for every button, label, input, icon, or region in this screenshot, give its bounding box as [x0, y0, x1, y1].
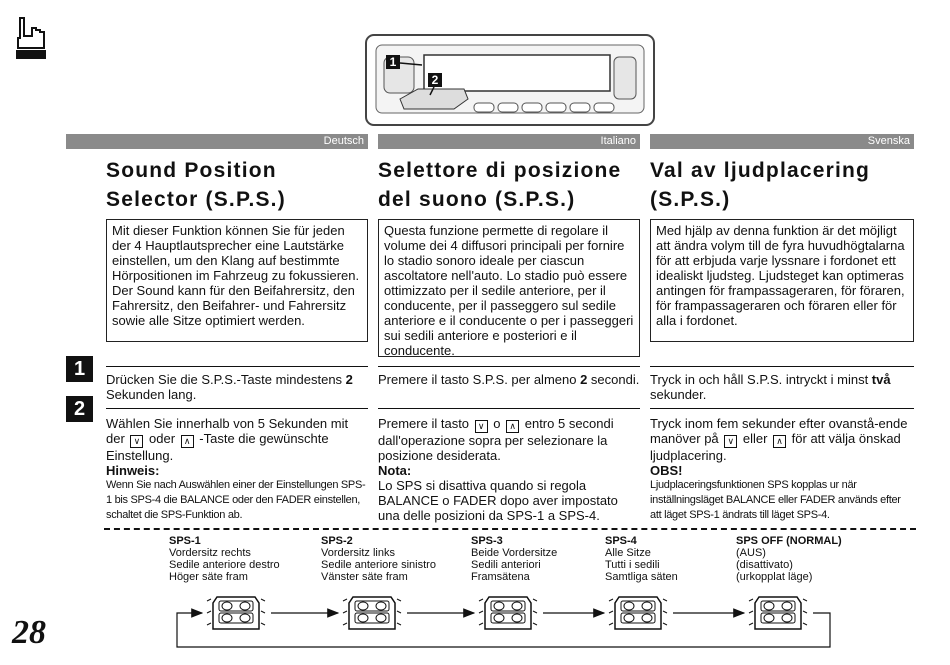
step-marker-2: 2 [66, 396, 93, 422]
sps-mode-2: SPS-2 Vordersitz links Sedile anteriore sinistro Vänster säte fram [321, 535, 436, 583]
step1-italian: Premere il tasto S.P.S. per almeno 2 secondi. [378, 372, 640, 387]
title-german: Sound Position Selector (S.P.S.) [106, 159, 286, 211]
car-stereo-illustration [364, 33, 656, 127]
loop-arrow-icon [177, 613, 830, 647]
hand-pointer-icon [14, 14, 48, 60]
note-title-german: Hinweis: [106, 463, 160, 478]
title-swedish: Val av ljudplacering (S.P.S.) [650, 159, 871, 211]
up-key-icon: ∧ [773, 435, 786, 448]
step2-italian: Premere il tasto ∨ o ∧ entro 5 secondi dall'operazione sopra per selezionare la posizione desiderata. Nota: Lo SPS si disattiva quando si regola BALANCE o FADER dopo aver impostato una delle posizioni da SPS-1 a SPS-4. [378, 416, 640, 523]
note-swedish: Ljudplaceringsfunktionen SPS kopplas ur när inställningsläget BALANCE eller FADER används efter att läget SPS-1 ändrats till läget SPS-4. [650, 479, 901, 521]
up-key-icon: ∧ [506, 420, 519, 433]
step-marker-1: 1 [66, 356, 93, 382]
intro-italian: Questa funzione permette di regolare il volume dei 4 diffusori principali per fornire lo stadio sonoro ideale per ciascun ascoltatore nell'auto. Lo stadio può essere ottimizzato per il sedile anteriore, per il conducente, per il passeggero sul sedile anteriore e il conducente o per i passeggeri sui sedili anteriore e posteriori e il conducente. [378, 219, 640, 357]
seat-layout-icon [479, 597, 537, 629]
language-bar-german: Deutsch [66, 134, 368, 149]
down-key-icon: ∨ [475, 420, 488, 433]
seat-layout-icon [749, 597, 807, 629]
intro-swedish: Med hjälp av denna funktion är det möjligt att ändra volym till de fyra huvudhögtalarna för att erbjuda varje lyssnare i fordonet ett idealiskt ljudsteg. Ljudsteget kan optimeras antingen för frampassageraren, för föraren, för frampassageraren och föraren eller för alla i fordonet. [650, 219, 914, 342]
step2-swedish: Tryck inom fem sekunder efter ovanstå-ende manöver på ∨ eller ∧ för att välja önskad ljudplacering. OBS! Ljudplaceringsfunktionen SPS kopplas ur när inställningsläget BALANCE eller FADER används efter att läget SPS-1 ändrats till läget SPS-4. [650, 416, 914, 523]
note-title-swedish: OBS! [650, 463, 683, 478]
seat-layout-icon [609, 597, 667, 629]
divider-step1-german [106, 366, 368, 367]
device-callout-2: 2 [431, 73, 439, 87]
step2-german: Wählen Sie innerhalb von 5 Sekunden mit der ∨ oder ∧ -Taste die gewünschte Einstellung. Hinweis: Wenn Sie nach Auswählen einer der Einstellungen SPS-1 bis SPS-4 die BALANCE oder den FADER einstellen, schaltet die SPS-Funktion ab. [106, 416, 368, 523]
note-german: Wenn Sie nach Auswählen einer der Einstellungen SPS-1 bis SPS-4 die BALANCE oder den FADER einstellen, schaltet die SPS-Funktion ab. [106, 479, 366, 521]
note-italian: Lo SPS si disattiva quando si regola BALANCE o FADER dopo aver impostato una delle posizioni da SPS-1 a SPS-4. [378, 478, 618, 523]
dashed-separator [104, 528, 916, 530]
sps-mode-3: SPS-3 Beide Vordersitze Sedili anteriori Framsätena [471, 535, 558, 583]
language-bar-italian: Italiano [378, 134, 640, 149]
step1-swedish: Tryck in och håll S.P.S. intryckt i minst två sekunder. [650, 372, 891, 402]
seat-layout-icon [207, 597, 265, 629]
sps-mode-1: SPS-1 Vordersitz rechts Sedile anteriore destro Höger säte fram [169, 535, 280, 583]
language-bar-swedish: Svenska [650, 134, 914, 149]
intro-german: Mit dieser Funktion können Sie für jeden der 4 Hauptlautsprecher eine Lautstärke einstellen, um den Klang auf bestimmte Hörpositionen im Fahrzeug zu fokussieren. Der Sound kann für den Beifahrersitz, den Fahrersitz, den Beifahrer- und Fahrersitz sowie alle Sitze optimiert werden. [106, 219, 368, 342]
up-key-icon: ∧ [181, 435, 194, 448]
step1-german: Drücken Sie die S.P.S.-Taste mindestens 2 Sekunden lang. [106, 372, 353, 402]
divider-step1-italian [378, 366, 640, 367]
down-key-icon: ∨ [724, 435, 737, 448]
device-callout-1: 1 [389, 55, 397, 69]
seat-layout-icon [343, 597, 401, 629]
divider-step2-italian [378, 408, 640, 409]
note-title-italian: Nota: [378, 463, 412, 478]
divider-step2-german [106, 408, 368, 409]
page-number: 28 [12, 614, 46, 651]
down-key-icon: ∨ [130, 435, 143, 448]
title-italian: Selettore di posizione del suono (S.P.S.) [378, 159, 622, 211]
sps-mode-off: SPS OFF (NORMAL) (AUS) (disattivato) (urkopplat läge) [736, 535, 842, 583]
divider-step1-swedish [650, 366, 914, 367]
divider-step2-swedish [650, 408, 914, 409]
sps-mode-4: SPS-4 Alle Sitze Tutti i sedili Samtliga säten [605, 535, 678, 583]
